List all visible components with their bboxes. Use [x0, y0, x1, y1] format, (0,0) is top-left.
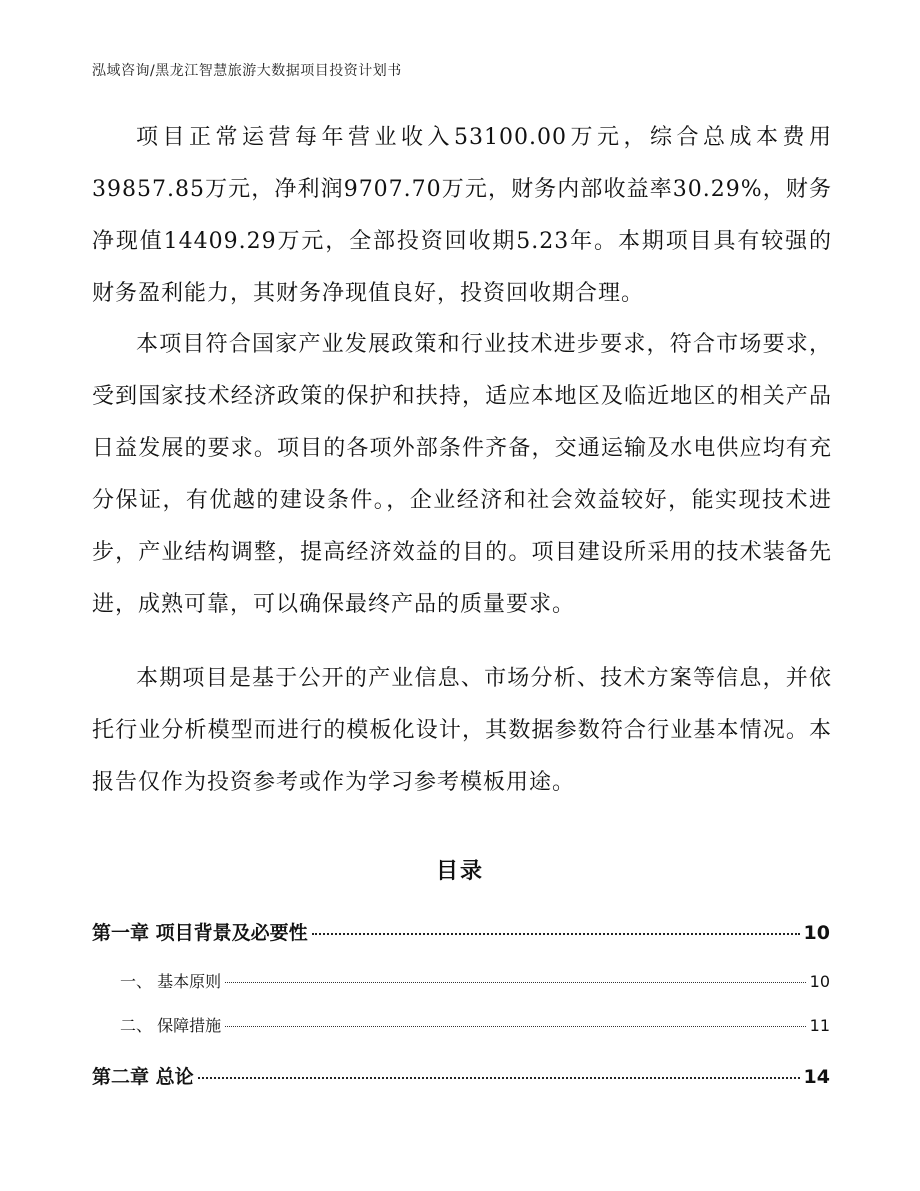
body-paragraph-financial-summary: 项目正常运营每年营业收入53100.00万元，综合总成本费用39857.85万元，净利润9707.70万元，财务内部收益率30.29%，财务净现值14409.29万元，全部投资回收期5.23年。本期项目具有较强的财务盈利能力，其财务净现值良好，投资回收期合理。: [92, 125, 832, 306]
toc-leader-dots: [225, 982, 806, 983]
toc-leader-dots: [198, 1077, 800, 1079]
toc-leader-dots: [312, 933, 800, 935]
toc-entry-page: 10: [809, 972, 830, 991]
toc-entry-page: 14: [803, 1066, 830, 1088]
toc-entry-label: 一、 基本原则: [120, 972, 222, 991]
body-paragraph-policy-compliance: 本项目符合国家产业发展政策和行业技术进步要求，符合市场要求，受到国家技术经济政策的保护和扶持，适应本地区及临近地区的相关产品日益发展的要求。项目的各项外部条件齐备，交通运输及水电供应均有充分保证，有优越的建设条件。，企业经济和社会效益较好，能实现技术进步，产业结构调整，提高经济效益的目的。项目建设所采用的技术装备先进，成熟可靠，可以确保最终产品的质量要求。: [92, 332, 832, 617]
toc-leader-dots: [225, 1026, 806, 1027]
toc-entry-chapter-2[interactable]: [92, 1062, 830, 1089]
toc-entry-label: 第一章 项目背景及必要性: [92, 922, 308, 944]
toc-entry-section-basic-principles[interactable]: [92, 969, 830, 992]
toc-entry-page: 10: [803, 922, 830, 944]
toc-entry-label: 二、 保障措施: [120, 1016, 222, 1035]
body-paragraph-disclaimer: 本期项目是基于公开的产业信息、市场分析、技术方案等信息，并依托行业分析模型而进行的模板化设计，其数据参数符合行业基本情况。本报告仅作为投资参考或作为学习参考模板用途。: [92, 666, 832, 795]
toc-title: 目录: [435, 859, 484, 884]
toc-entry-chapter-1[interactable]: [92, 918, 830, 945]
running-header: 泓域咨询/黑龙江智慧旅游大数据项目投资计划书: [92, 63, 402, 79]
toc-entry-page: 11: [809, 1016, 830, 1035]
toc-entry-section-safeguards[interactable]: [92, 1013, 830, 1036]
toc-entry-label: 第二章 总论: [92, 1066, 194, 1088]
